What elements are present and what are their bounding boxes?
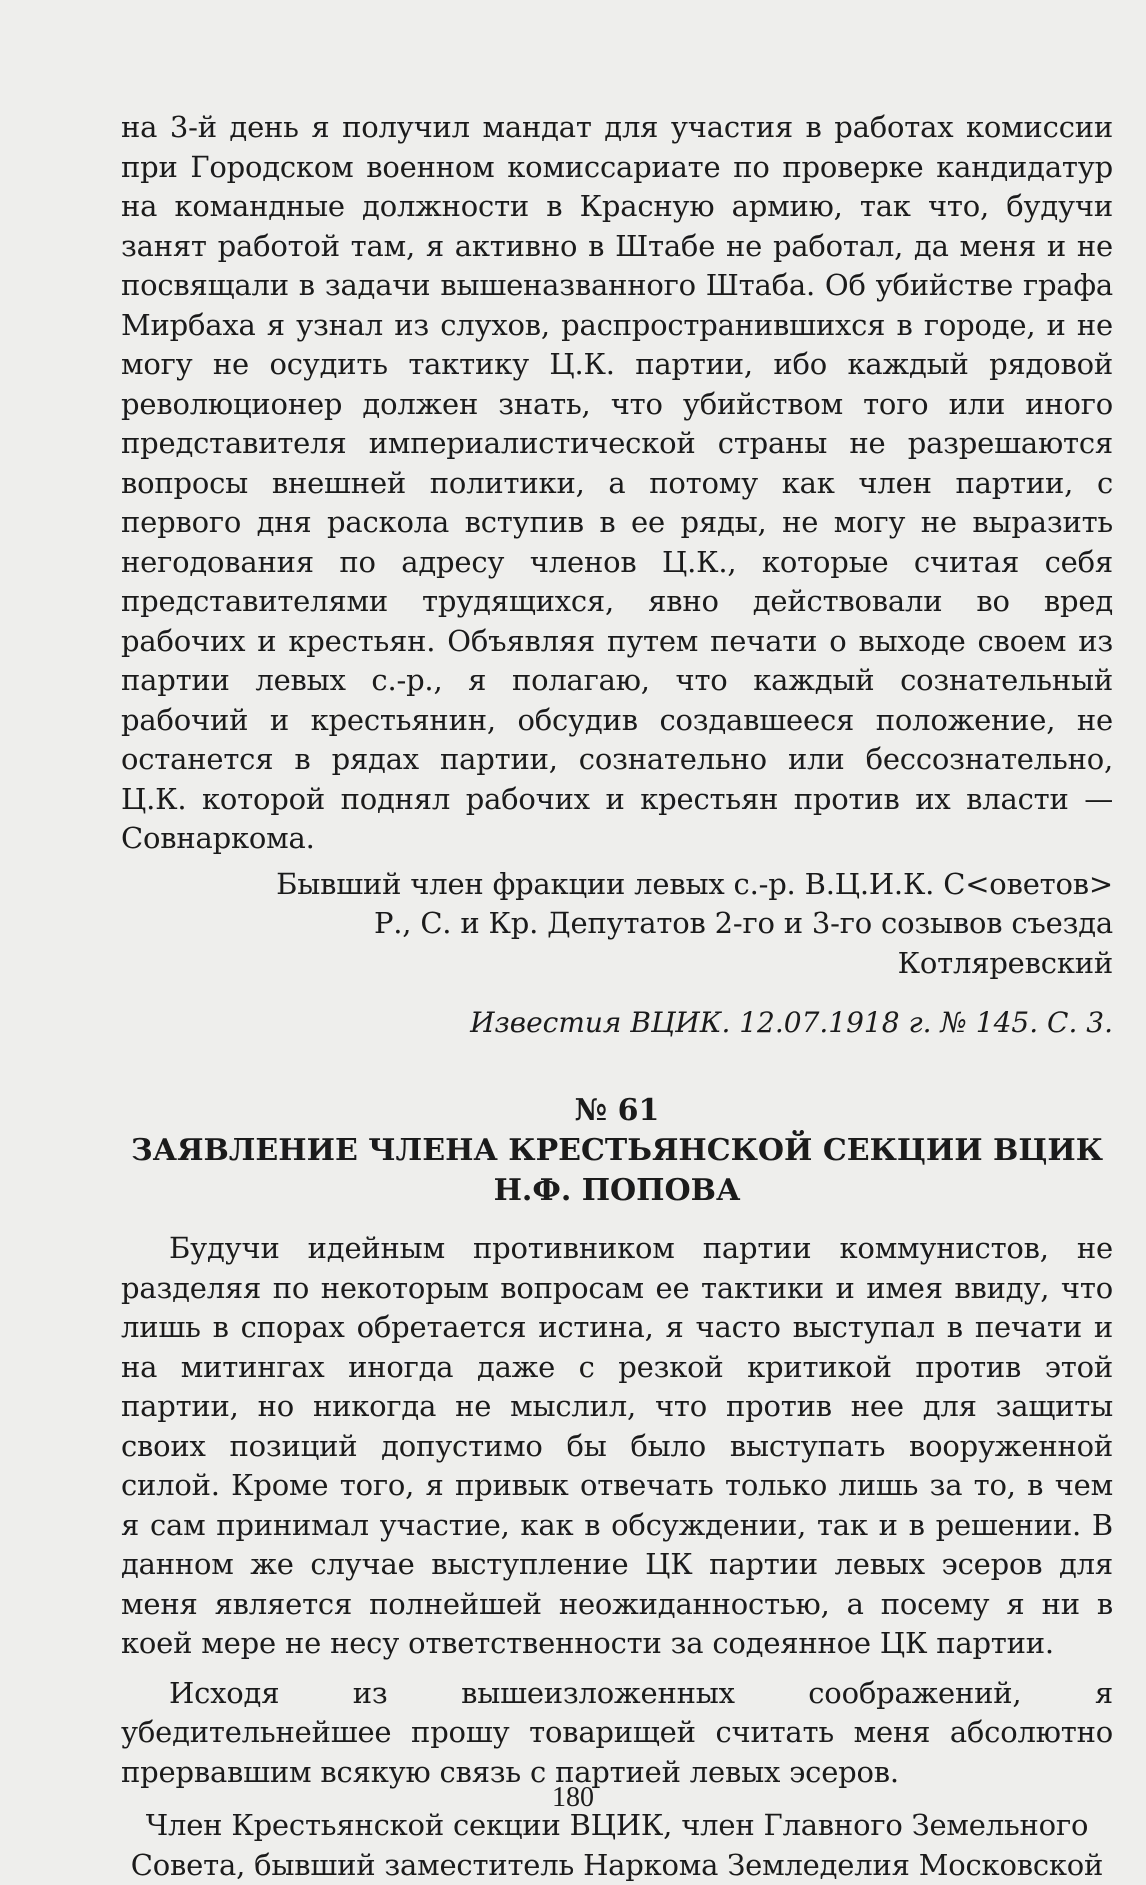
page-content xyxy=(121,108,1113,1885)
signature-popov-line-1: Член Крестьянской секции ВЦИК, член Главного Земельного xyxy=(121,1806,1113,1846)
continuation-paragraph: на 3-й день я получил мандат для участия в работах комиссии при Городском военном комиссариате по проверке кандидатур на командные должности в Красную армию, так что, будучи занят работой там, я активно в Штабе не работал, да меня и не посвящали в задачи вышеназванного Штаба. Об убийстве графа Мирбаха я узнал из слухов, распространившихся в городе, и не могу не осудить тактику Ц.К. партии, ибо каждый рядовой революционер должен знать, что убийством того или иного представителя империалистической страны не разрешаются вопросы внешней политики, а потому как член партии, с первого дня раскола вступив в ее ряды, не могу не выразить негодования по адресу членов Ц.К., которые считая себя представителями трудящихся, явно действовали во вред рабочих и крестьян. Объявляя путем печати о выходе своем из партии левых с.-р., я полагаю, что каждый сознательный рабочий и крестьянин, обсудив создавшееся положение, не останется в рядах партии, сознательно или бессознательно, Ц.К. которой поднял рабочих и крестьян против их власти — Совнаркома. xyxy=(121,108,1113,859)
signature-popov-line-2: Совета, бывший заместитель Наркома Земледелия Московской xyxy=(121,1846,1113,1885)
signature-kotlyarevsky xyxy=(121,865,1113,984)
statement-paragraph-2: Исходя из вышеизложенных соображений, я убедительнейшее прошу товарищей считать меня абсолютно прервавшим всякую связь с партией левых эсеров. xyxy=(121,1674,1113,1793)
signature-line-1: Бывший член фракции левых с.-р. В.Ц.И.К. С<оветов> xyxy=(121,865,1113,905)
statement-paragraph-1: Будучи идейным противником партии коммунистов, не разделяя по некоторым вопросам ее тактики и имея ввиду, что лишь в спорах обретается истина, я часто выступал в печати и на митингах иногда даже с резкой критикой против этой партии, но никогда не мыслил, что против нее для защиты своих позиций допустимо бы было выступать вооруженной силой. Кроме того, я привык отвечать только лишь за то, в чем я сам принимал участие, как в обсуждении, так и в решении. В данном же случае выступление ЦК партии левых эсеров для меня является полнейшей неожиданностью, а посему я ни в коей мере не несу ответственности за содеянное ЦК партии. xyxy=(121,1229,1113,1664)
source-citation: Известия ВЦИК. 12.07.1918 г. № 145. С. 3. xyxy=(121,1005,1113,1041)
signature-popov xyxy=(121,1806,1113,1885)
signature-name: Котляревский xyxy=(121,944,1113,984)
signature-line-2: Р., С. и Кр. Депутатов 2-го и 3-го созывов съезда xyxy=(121,904,1113,944)
document-title xyxy=(121,1131,1113,1211)
document-title-line-1: ЗАЯВЛЕНИЕ ЧЛЕНА КРЕСТЬЯНСКОЙ СЕКЦИИ ВЦИК xyxy=(121,1131,1113,1171)
document-number: № 61 xyxy=(121,1091,1113,1131)
document-title-line-2: Н.Ф. ПОПОВА xyxy=(121,1171,1113,1211)
page-number: 180 xyxy=(0,1782,1146,1814)
